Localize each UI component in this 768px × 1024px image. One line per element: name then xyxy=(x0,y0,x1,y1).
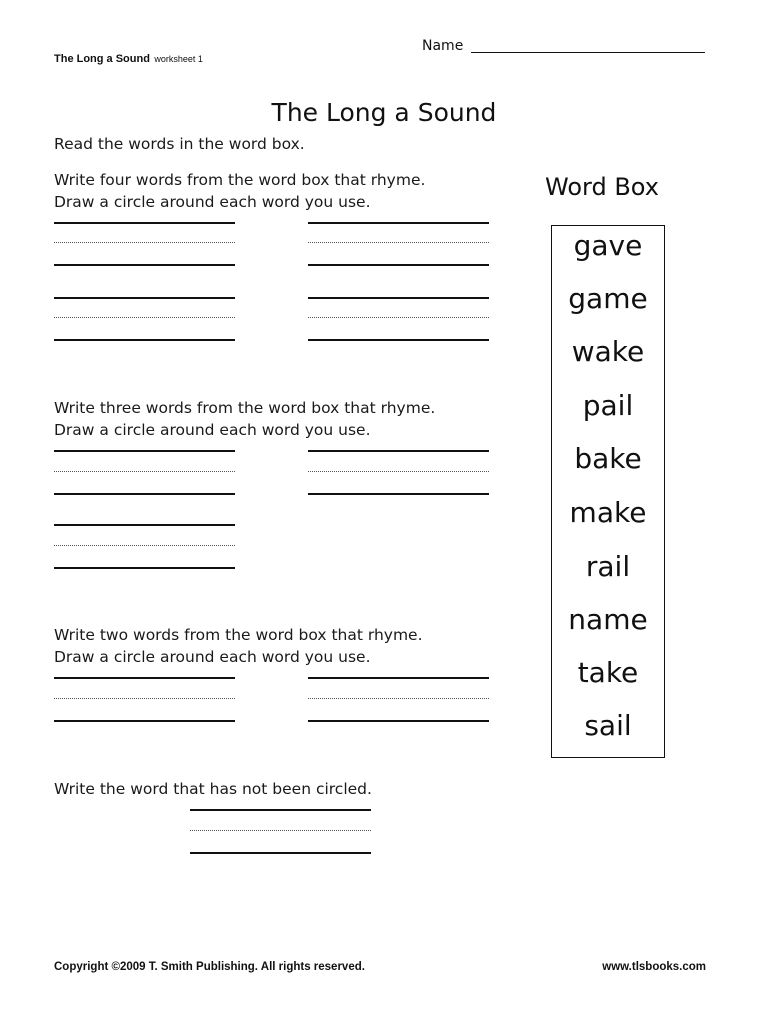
writing-line-top[interactable] xyxy=(308,222,489,224)
writing-line-base[interactable] xyxy=(54,339,235,341)
writing-line-mid xyxy=(308,698,489,699)
writing-line-base[interactable] xyxy=(308,339,489,341)
website-link[interactable]: www.tlsbooks.com xyxy=(602,961,706,973)
section2-instruction xyxy=(54,397,435,441)
worksheet-header xyxy=(54,49,203,67)
writing-line-mid xyxy=(54,317,235,318)
word-box-word: name xyxy=(568,603,648,636)
word-box-word: game xyxy=(568,282,648,315)
writing-line-top[interactable] xyxy=(308,450,489,452)
section2-instruction-line2: Draw a circle around each word you use. xyxy=(54,421,371,439)
writing-line-mid xyxy=(308,317,489,318)
writing-line-mid xyxy=(54,471,235,472)
writing-line-mid xyxy=(54,545,235,546)
name-label: Name xyxy=(422,38,464,54)
worksheet-header-number: worksheet 1 xyxy=(154,54,203,64)
writing-line-top[interactable] xyxy=(54,222,235,224)
writing-line-top[interactable] xyxy=(308,297,489,299)
word-box-word: bake xyxy=(574,442,642,475)
writing-line-top[interactable] xyxy=(54,524,235,526)
writing-line-mid xyxy=(54,698,235,699)
intro-instruction: Read the words in the word box. xyxy=(54,135,305,153)
word-box-word: rail xyxy=(585,550,631,583)
section1-instruction xyxy=(54,169,425,213)
word-box-title: Word Box xyxy=(545,173,659,201)
writing-line-base[interactable] xyxy=(54,493,235,495)
copyright-notice: Copyright ©2009 T. Smith Publishing. All rights reserved. xyxy=(54,961,365,973)
word-box-word: wake xyxy=(571,335,645,368)
writing-line-base[interactable] xyxy=(308,264,489,266)
writing-line-top[interactable] xyxy=(54,677,235,679)
section1-instruction-line2: Draw a circle around each word you use. xyxy=(54,193,371,211)
name-write-line[interactable] xyxy=(471,52,705,53)
writing-line-base[interactable] xyxy=(308,493,489,495)
writing-line-base[interactable] xyxy=(190,852,371,854)
writing-line-mid xyxy=(54,242,235,243)
writing-line-base[interactable] xyxy=(54,567,235,569)
word-box-word: gave xyxy=(573,229,643,262)
word-box-word: pail xyxy=(582,389,634,422)
word-box-word: sail xyxy=(584,709,632,742)
writing-line-base[interactable] xyxy=(54,264,235,266)
page-title: The Long a Sound xyxy=(271,98,497,127)
writing-line-base[interactable] xyxy=(54,720,235,722)
writing-line-mid xyxy=(190,830,371,831)
worksheet-header-title: The Long a Sound xyxy=(54,53,150,65)
section3-instruction-line1: Write two words from the word box that rhyme. xyxy=(54,626,423,644)
word-box-word: take xyxy=(577,656,639,689)
section3-instruction xyxy=(54,624,423,668)
writing-line-mid xyxy=(308,242,489,243)
writing-line-mid xyxy=(308,471,489,472)
writing-line-top[interactable] xyxy=(54,450,235,452)
section1-instruction-line1: Write four words from the word box that rhyme. xyxy=(54,171,426,189)
section2-instruction-line1: Write three words from the word box that rhyme. xyxy=(54,399,436,417)
section4-instruction: Write the word that has not been circled. xyxy=(54,780,372,798)
writing-line-base[interactable] xyxy=(308,720,489,722)
word-box-word: make xyxy=(569,496,647,529)
writing-line-top[interactable] xyxy=(190,809,371,811)
writing-line-top[interactable] xyxy=(54,297,235,299)
section3-instruction-line2: Draw a circle around each word you use. xyxy=(54,648,371,666)
writing-line-top[interactable] xyxy=(308,677,489,679)
